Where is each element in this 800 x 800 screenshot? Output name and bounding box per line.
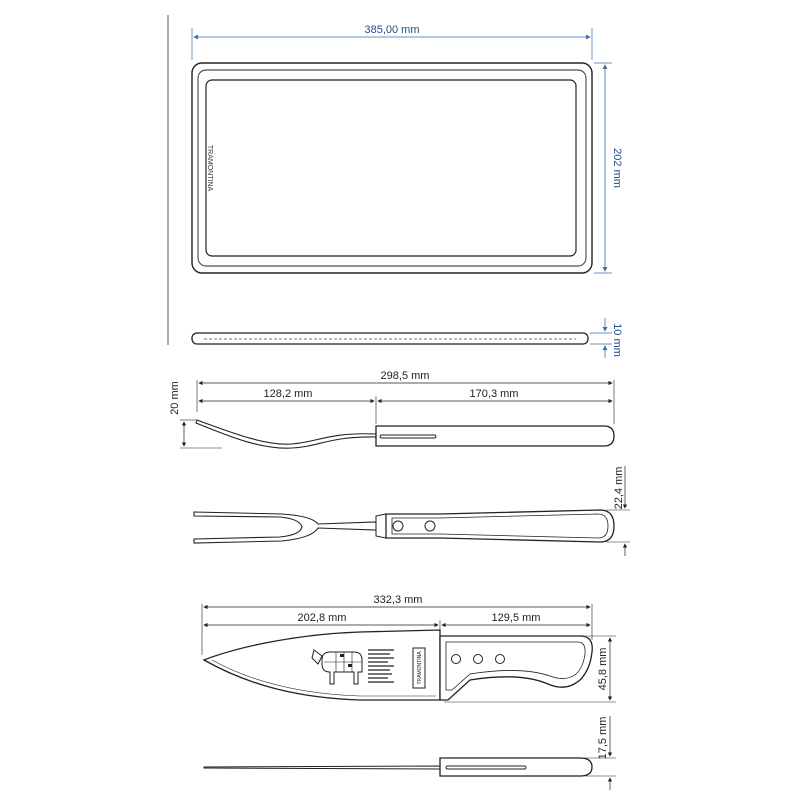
cutting-board-top-view [192, 63, 592, 273]
board-outer-outline [192, 63, 592, 273]
knife-handle-label: 129,5 mm [491, 612, 541, 624]
fork-top-view [194, 510, 614, 543]
knife-side-view [204, 630, 592, 700]
fork-top-height-label: 22,4 mm [613, 466, 625, 510]
knife-rivet-3 [496, 655, 505, 664]
knife-top-height-label: 17,5 mm [597, 716, 609, 760]
fork-handle-dimension [378, 388, 612, 401]
knife-handle [440, 636, 592, 700]
cutting-board-side-view [192, 333, 588, 344]
board-side-outline [192, 333, 588, 344]
knife-blade-dimension [204, 612, 440, 632]
fork-top-bolster [376, 514, 386, 538]
knife-brand-mark: TRAMONTINA [417, 651, 423, 685]
knife-top-tang-slot [446, 766, 526, 769]
fork-side-prong [196, 420, 376, 448]
knife-height-label: 45,8 mm [597, 647, 609, 691]
board-height-dimension [594, 63, 623, 273]
fork-top-height-dimension [606, 466, 630, 556]
fork-rivet-1 [393, 521, 403, 531]
fork-top-tines [194, 512, 376, 543]
fork-handle-label: 170,3 mm [469, 388, 519, 400]
board-thickness-label: 10 mm [611, 323, 623, 357]
board-width-dimension [192, 24, 592, 60]
board-brand-mark: TRAMONTINA [206, 144, 213, 192]
knife-blade-label: 202,8 mm [297, 612, 347, 624]
knife-handle-dimension [442, 612, 590, 625]
knife-top-height-dimension [584, 716, 616, 790]
knife-rivet-1 [452, 655, 461, 664]
board-thickness-dimension [590, 318, 623, 358]
board-height-label: 202 mm [611, 148, 623, 188]
fork-side-view [196, 420, 614, 448]
knife-total-label: 332,3 mm [373, 594, 423, 606]
knife-rivet-2 [474, 655, 483, 664]
knife-top-view [204, 758, 592, 776]
fork-prong-dimension [199, 388, 376, 424]
fork-side-tang-slot [380, 435, 436, 438]
fork-total-dimension [197, 370, 614, 424]
fork-rise-label: 20 mm [169, 381, 181, 415]
knife-top-blade [204, 766, 440, 769]
board-width-label: 385,00 mm [364, 24, 420, 36]
fork-total-label: 298,5 mm [380, 370, 430, 382]
fork-rivet-2 [425, 521, 435, 531]
fork-rise-dimension [169, 381, 222, 448]
fork-prong-label: 128,2 mm [263, 388, 313, 400]
